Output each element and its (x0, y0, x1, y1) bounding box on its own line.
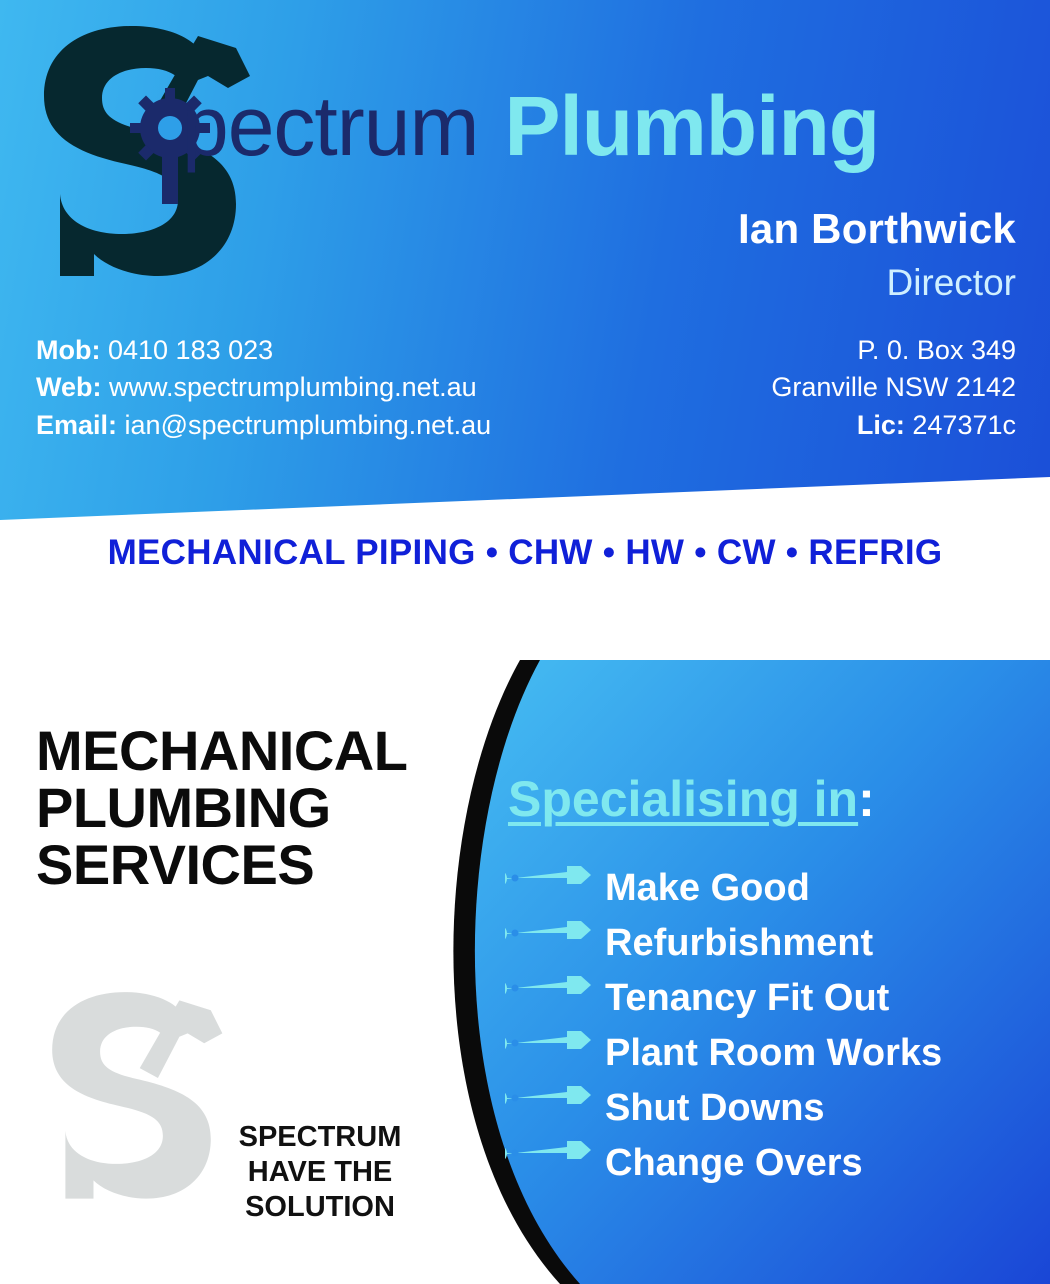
web-label: Web: (36, 372, 102, 403)
lower-section (0, 660, 1050, 1284)
watermark-s-logo-icon (34, 972, 224, 1222)
tagline (200, 1120, 440, 1224)
logo-wordmark (182, 79, 880, 173)
email-value[interactable]: ian@spectrumplumbing.net.au (124, 409, 492, 440)
web-line (36, 369, 491, 406)
service-label: Shut Downs (605, 1086, 825, 1129)
headline-line-2: PLUMBING (36, 776, 331, 840)
po-box-line: P. 0. Box 349 (857, 335, 1016, 365)
list-item (505, 860, 1045, 915)
web-value[interactable]: www.spectrumplumbing.net.au (109, 372, 477, 403)
headline-line-1: MECHANICAL (36, 719, 408, 782)
wrench-bullet-icon (505, 866, 597, 910)
list-item (505, 1080, 1045, 1135)
service-label: Plant Room Works (605, 1031, 943, 1074)
list-item (505, 915, 1045, 970)
licence-line (771, 407, 1016, 444)
contact-details-left (36, 332, 491, 444)
wrench-bullet-icon (505, 921, 597, 965)
email-label: Email: (36, 409, 118, 440)
specialising-title (508, 770, 875, 828)
mobile-line (36, 332, 491, 369)
logo-word-plumbing: Plumbing (504, 79, 880, 173)
list-item (505, 1025, 1045, 1080)
wrench-bullet-icon (505, 1086, 597, 1130)
logo-word-spectrum: pectrum (182, 79, 479, 173)
list-item (505, 970, 1045, 1025)
list-item (505, 1135, 1045, 1190)
mobile-label: Mob: (36, 335, 101, 365)
person-name: Ian Borthwick (738, 205, 1016, 252)
contact-details-right (771, 332, 1016, 444)
wrench-bullet-icon (505, 1141, 597, 1185)
person-role: Director (886, 262, 1016, 303)
headline (36, 719, 408, 897)
header-banner (0, 0, 1050, 520)
specialising-title-colon: : (858, 771, 875, 827)
tagline-line-3: SOLUTION (245, 1190, 395, 1223)
headline-line-3: SERVICES (36, 833, 315, 897)
tagline-line-1: SPECTRUM (238, 1121, 402, 1153)
email-line (36, 407, 491, 444)
service-label: Refurbishment (605, 921, 874, 964)
suburb-line: Granville NSW 2142 (771, 372, 1016, 403)
wrench-bullet-icon (505, 1031, 597, 1075)
services-strip: MECHANICAL PIPING • CHW • HW • CW • REFRIG (107, 533, 943, 572)
licence-value: 247371c (912, 409, 1016, 440)
service-label: Tenancy Fit Out (605, 976, 890, 1019)
service-label: Make Good (605, 866, 810, 909)
service-label: Change Overs (605, 1141, 863, 1184)
services-list (505, 860, 1045, 1190)
logo (22, 18, 1032, 198)
wrench-bullet-icon (505, 976, 597, 1020)
mobile-value: 0410 183 023 (107, 335, 274, 365)
specialising-title-text: Specialising in (508, 771, 859, 827)
licence-label: Lic: (856, 409, 905, 440)
tagline-line-2: HAVE THE (247, 1155, 393, 1188)
